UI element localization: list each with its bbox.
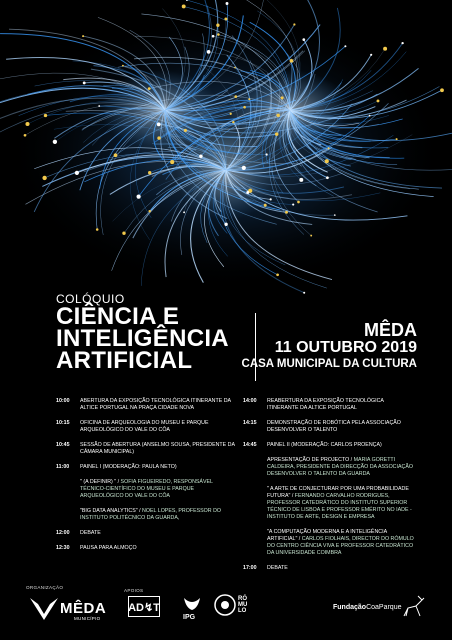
- event-title: [56, 303, 256, 374]
- programme-talk: [80, 508, 236, 522]
- programme-time: 14:15: [243, 420, 257, 426]
- fcp-logo-text: [333, 604, 401, 611]
- programme-time: 10:45: [56, 442, 70, 448]
- fiber-endpoint: [157, 136, 160, 139]
- fiber-endpoint: [370, 54, 372, 56]
- fiber-endpoint: [226, 2, 229, 5]
- programme-time: 12:00: [56, 530, 70, 536]
- romulo-logo-icon: [214, 594, 236, 616]
- programme-morning: [56, 398, 236, 560]
- fiber-endpoint: [212, 35, 215, 38]
- fiber-endpoint: [82, 35, 84, 37]
- fiber-endpoint: [401, 42, 403, 44]
- fiber-endpoint: [334, 214, 336, 216]
- talk-speaker: NOEL LOPES, PROFESSOR DO INSTITUTO POLITÉCNICO DA GUARDA,: [80, 508, 222, 521]
- fiber-endpoint: [148, 210, 150, 212]
- fiber-endpoint: [369, 115, 371, 117]
- fiber-endpoint: [285, 211, 288, 214]
- brain-illustration: [0, 0, 452, 300]
- programme-description: OFICINA DE ARQUEOLOGIA DO MUSEU E PARQUE ARQUEOLÓGICO DO VALE DO CÔA: [80, 420, 209, 433]
- organization-label: ORGANIZAÇÃO: [26, 585, 64, 590]
- event-venue: CASA MUNICIPAL DA CULTURA: [241, 358, 417, 370]
- programme-description: PAUSA PARA ALMOÇO: [80, 545, 137, 551]
- title-line-1: CIÊNCIA E: [56, 303, 180, 330]
- fiber-endpoint: [148, 171, 151, 174]
- romulo-logo-text: RÓMULO: [238, 596, 248, 614]
- fiber-endpoint: [276, 273, 279, 276]
- fiber-endpoint: [42, 176, 46, 180]
- programme-time: 14:00: [243, 398, 257, 404]
- talk-speaker: MARIA GORETTI CALDEIRA, PRESIDENTE DA DIRECÇÃO DA ASSOCIAÇÃO DESENVOLVER O TALENTO DA GUARDA: [267, 457, 413, 477]
- programme-description: PAINEL II (MODERAÇÃO: CARLOS PROENÇA): [267, 442, 382, 448]
- programme-item: [56, 530, 236, 537]
- programme-item: [243, 565, 415, 572]
- fiber-endpoint: [326, 176, 329, 179]
- programme-description: SESSÃO DE ABERTURA (ANSELMO SOUSA, PRESIDENTE DA CÂMARA MUNICIPAL): [80, 442, 235, 455]
- programme-item: [56, 442, 236, 456]
- fiber-endpoint: [292, 204, 294, 206]
- ipg-logo-text: IPG: [183, 614, 196, 621]
- fiber-endpoint: [230, 113, 232, 115]
- goat-engraving-icon: [400, 594, 426, 620]
- fiber-endpoint: [303, 292, 305, 294]
- programme-description: REABERTURA DA EXPOSIÇÃO TECNOLÓGICA ITINERANTE DA ALTICE PORTUGAL: [267, 398, 384, 411]
- fiber-endpoint: [170, 160, 174, 164]
- event-date: 11 OUTUBRO 2019: [274, 339, 417, 356]
- programme-talk: [267, 486, 415, 521]
- programme-item: [243, 420, 415, 434]
- fiber-endpoint: [137, 195, 141, 199]
- fiber-endpoint: [122, 232, 125, 235]
- fiber-endpoint: [276, 114, 279, 117]
- programme-description: DEMONSTRAÇÃO DE ROBÓTICA PELA ASSOCIAÇÃO DESENVOLVER O TALENTO: [267, 420, 401, 433]
- talk-speaker: FERNANDO CARVALHO RODRIGUES, PROFESSOR CATEDRÁTICO DO INSTITUTO SUPERIOR TÉCNICO DE LISBOA E PROFESSOR EMÉRITO NO IADE - INSTITUTO DE ARTE, DESIGN E EMPRESA: [267, 493, 412, 520]
- fiber-endpoint: [75, 171, 79, 175]
- programme-description: DEBATE: [267, 565, 288, 571]
- programme-item: [56, 464, 236, 471]
- meda-logo-text: MÊDA: [60, 600, 107, 617]
- fiber-endpoint: [122, 65, 124, 67]
- fiber-endpoint: [217, 33, 220, 36]
- programme-talk: [80, 479, 236, 500]
- fiber-endpoint: [232, 121, 234, 123]
- programme-description: DEBATE: [80, 530, 101, 536]
- fiber-endpoint: [440, 88, 444, 92]
- fiber-endpoint: [275, 132, 279, 136]
- programme-item: [243, 398, 415, 412]
- programme-time: 17:00: [243, 565, 257, 571]
- fiber-endpoint: [290, 59, 294, 63]
- fiber-endpoint: [328, 147, 330, 149]
- event-label: COLÓQUIO: [56, 292, 125, 306]
- fiber-endpoint: [183, 211, 185, 213]
- programme-time: 11:00: [56, 464, 70, 470]
- fiber-endpoint: [299, 178, 303, 182]
- fiber-endpoint: [199, 155, 202, 158]
- fiber-endpoint: [98, 105, 100, 107]
- fiber-endpoint: [224, 18, 227, 21]
- location-block: [242, 322, 417, 373]
- programme-afternoon: [243, 398, 415, 580]
- fcp-logo-bold: Fundação: [333, 604, 367, 611]
- fiber-endpoint: [114, 153, 118, 157]
- fiber-endpoint: [148, 87, 151, 90]
- meda-bird-logo-icon: [28, 594, 60, 624]
- fiber-endpoint: [157, 123, 161, 127]
- talk-title: "BIG DATA ANALYTICS" /: [80, 508, 143, 514]
- talk-title: " A ARTE DE CONJECTURAR POR UMA PROBABILIDADE FUTURA" /: [267, 486, 409, 499]
- fiber-endpoint: [96, 228, 99, 231]
- fiber-endpoint: [243, 106, 246, 109]
- fiber-endpoint: [182, 4, 186, 8]
- programme-description: ABERTURA DA EXPOSIÇÃO TECNOLÓGICA ITINERANTE DA ALTICE PORTUGAL NA PRAÇA CIDADE NOVA: [80, 398, 231, 411]
- title-line-2: INTELIGÊNCIA: [56, 325, 229, 352]
- fcp-logo-rest: CoaParque: [366, 604, 402, 611]
- fiber-endpoint: [207, 50, 211, 54]
- programme-item: [56, 398, 236, 412]
- fiber-endpoint: [270, 198, 272, 200]
- programme-item: [56, 545, 236, 552]
- fiber-endpoint: [234, 95, 237, 98]
- fiber-endpoint: [281, 96, 284, 99]
- fiber-endpoint: [377, 99, 380, 102]
- fiber-endpoint: [383, 47, 387, 51]
- talk-title: APRESENTAÇÃO DE PROJECTO /: [267, 457, 354, 463]
- fiber-endpoint: [344, 45, 346, 47]
- talk-speaker: CARLOS FIOLHAIS, DIRECTOR DO RÓMULO DO CENTRO CIÊNCIA VIVA E PROFESSOR CATEDRÁTICO DA UNIVERSIDADE COIMBRA: [267, 536, 414, 556]
- programme-talk: [267, 529, 415, 557]
- event-city: MÊDA: [364, 320, 417, 340]
- svg-text:AD↯T: AD↯T: [128, 602, 160, 614]
- programme-time: 10:00: [56, 398, 70, 404]
- talk-speaker: SOFIA FIGUEIREDO, RESPONSÁVEL TÉCNICO-CIENTÍFICO DO MUSEU E PARQUE ARQUEOLÓGICO DO VALE DO CÔA: [80, 479, 213, 499]
- fiber-endpoint: [302, 38, 305, 41]
- fiber-endpoint: [24, 134, 27, 137]
- fiber-endpoint: [246, 191, 249, 194]
- fiber-endpoint: [234, 67, 236, 69]
- programme-description: PAINEL I (MODERAÇÃO: PAULA NETO): [80, 464, 177, 470]
- programme-time: 14:45: [243, 442, 257, 448]
- fiber-endpoint: [184, 129, 187, 132]
- fiber-endpoint: [265, 153, 267, 155]
- fiber-endpoint: [83, 81, 86, 84]
- fiber-endpoint: [310, 235, 312, 237]
- fiber-endpoint: [297, 201, 300, 204]
- talk-title: " (A DEFINIR) " /: [80, 479, 121, 485]
- title-line-3: ARTIFICIAL: [56, 347, 193, 374]
- fiber-endpoint: [396, 138, 398, 140]
- fiber-endpoint: [264, 204, 267, 207]
- fiber-endpoint: [242, 166, 246, 170]
- fiber-endpoint: [216, 24, 219, 27]
- fiber-endpoint: [293, 23, 295, 25]
- fiber-endpoint: [186, 0, 188, 1]
- support-label: APOIOS: [124, 588, 144, 593]
- programme-time: 10:15: [56, 420, 70, 426]
- fiber-endpoint: [325, 159, 329, 163]
- fiber-endpoint: [248, 98, 250, 100]
- adt-logo-icon: [128, 596, 160, 622]
- talk-title: "A COMPUTAÇÃO MODERNA E A INTELIGÊNCIA ARTIFICIAL" /: [267, 529, 387, 542]
- programme-talk: [267, 457, 415, 478]
- programme-time: 12:30: [56, 545, 70, 551]
- programme-item: [56, 420, 236, 434]
- programme-item: [243, 442, 415, 449]
- fiber-endpoint: [224, 223, 227, 226]
- meda-logo-subtitle: MUNICÍPIO: [74, 616, 101, 621]
- fiber-endpoint: [25, 122, 29, 126]
- fiber-endpoint: [53, 140, 57, 144]
- fiber-endpoint: [44, 114, 47, 117]
